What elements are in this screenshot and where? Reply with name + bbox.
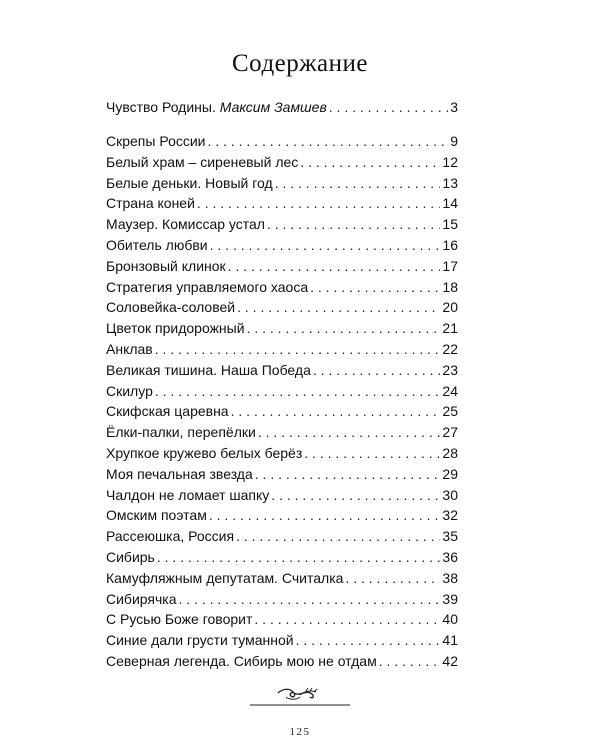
- toc-entry-page: 42: [442, 652, 458, 669]
- toc-entry-author: Максим Замшев: [219, 99, 327, 115]
- leader-dots: [313, 360, 441, 381]
- toc-entry: [106, 339, 458, 360]
- toc-entry-title: Скилур: [106, 382, 153, 399]
- toc-entry: [106, 505, 458, 526]
- toc-entry: [106, 297, 458, 318]
- toc-entry-title: Скифская царевна: [106, 403, 229, 420]
- toc-entry: [106, 609, 458, 630]
- toc-entry-title: Моя печальная звезда: [106, 465, 253, 482]
- toc-entry-page: 40: [442, 611, 458, 628]
- toc-entry-page: 29: [442, 465, 458, 482]
- toc-entry-title: Рассеюшка, Россия: [106, 528, 235, 545]
- toc-entry-page: 22: [442, 340, 458, 357]
- leader-dots: [179, 589, 441, 610]
- toc-entry-page: 12: [442, 153, 458, 170]
- toc-entry: [106, 173, 458, 194]
- leader-dots: [310, 277, 440, 298]
- toc-entry: [106, 547, 458, 568]
- toc-entry: [106, 589, 458, 610]
- toc-entry: [106, 235, 458, 256]
- leader-dots: [254, 609, 440, 630]
- toc-entry-page: 23: [442, 361, 458, 378]
- leader-dots: [329, 97, 448, 118]
- toc-entry-page: 20: [442, 299, 458, 316]
- toc-entry-title: С Русью Боже говорит: [106, 611, 253, 628]
- toc-entry-title: Хрупкое кружево белых берёз: [106, 444, 303, 461]
- leader-dots: [345, 568, 440, 589]
- toc-entry-page: 21: [442, 320, 458, 337]
- toc-list: [106, 131, 458, 672]
- toc-entry-page: 13: [442, 174, 458, 191]
- leader-dots: [210, 235, 441, 256]
- toc-entry-title: Белые деньки. Новый год: [106, 174, 273, 191]
- leader-dots: [155, 339, 441, 360]
- leader-dots: [296, 630, 441, 651]
- toc-entry-title: Камуфляжным депутатам. Считалка: [106, 569, 344, 586]
- toc-entry: [106, 422, 458, 443]
- toc-entry: [106, 256, 458, 277]
- toc-entry-title: Белый храм – сиреневый лес: [106, 153, 299, 170]
- leader-dots: [258, 422, 441, 443]
- toc-entry-title: Соловейка-соловей: [106, 299, 236, 316]
- leader-dots: [247, 318, 441, 339]
- page-title: Содержание: [232, 50, 368, 77]
- leader-dots: [300, 152, 440, 173]
- toc-entry-page: 9: [450, 133, 458, 149]
- toc-entry-page: 27: [442, 424, 458, 441]
- leader-dots: [267, 214, 440, 235]
- leader-dots: [275, 173, 441, 194]
- toc-entry-title: Сибирь: [106, 548, 155, 565]
- toc-entry: [106, 318, 458, 339]
- leader-dots: [237, 297, 440, 318]
- leader-dots: [304, 443, 440, 464]
- toc-entry-page: 25: [442, 403, 458, 420]
- toc-entry-page: 35: [442, 528, 458, 545]
- toc-entry-page: 16: [442, 236, 458, 253]
- toc-entry-title: Омским поэтам: [106, 507, 207, 524]
- toc-entry: [106, 214, 458, 235]
- toc-entry-intro: [106, 97, 458, 118]
- leader-dots: [271, 485, 440, 506]
- toc-entry-page: 39: [442, 590, 458, 607]
- leader-dots: [379, 651, 441, 672]
- toc-entry: [106, 360, 458, 381]
- toc-entry: [106, 568, 458, 589]
- toc-entry-title: Синие дали грусти туманной: [106, 632, 294, 649]
- toc-entry: [106, 526, 458, 547]
- flourish-ornament-icon: [250, 685, 350, 711]
- leader-dots: [236, 526, 440, 547]
- leader-dots: [155, 381, 441, 402]
- toc-entry-title: Скрепы России: [106, 133, 206, 149]
- toc-entry-title: Страна коней: [106, 195, 195, 212]
- toc-entry: [106, 401, 458, 422]
- toc-entry-page: 18: [442, 278, 458, 295]
- toc-entry: [106, 464, 458, 485]
- toc-entry-title: Бронзовый клинок: [106, 257, 226, 274]
- toc-entry-page: 30: [442, 486, 458, 503]
- toc-entry-title: Анклав: [106, 340, 153, 357]
- toc-entry-page: 3: [450, 99, 458, 115]
- page-number: 125: [289, 726, 311, 738]
- toc-entry-title: Цветок придорожный: [106, 320, 245, 337]
- toc-entry-page: 14: [442, 195, 458, 212]
- toc-entry: [106, 131, 458, 152]
- leader-dots: [255, 464, 441, 485]
- toc-entry-title: Сибирячка: [106, 590, 177, 607]
- toc-entry: [106, 651, 458, 672]
- toc-entry-page: 36: [442, 548, 458, 565]
- leader-dots: [228, 256, 441, 277]
- toc-entry: [106, 381, 458, 402]
- toc-entry-title: Чалдон не ломает шапку: [106, 486, 270, 503]
- toc-entry-page: 41: [442, 632, 458, 649]
- toc-entry-label: [106, 97, 327, 118]
- toc-entry: [106, 443, 458, 464]
- leader-dots: [209, 505, 441, 526]
- toc-entry: [106, 193, 458, 214]
- toc-entry: [106, 485, 458, 506]
- leader-dots: [231, 401, 441, 422]
- toc-entry-page: 24: [442, 382, 458, 399]
- toc-entry: [106, 277, 458, 298]
- toc-entry-page: 28: [442, 444, 458, 461]
- toc-entry-title: Чувство Родины.: [106, 99, 220, 115]
- toc-entry-title: Стратегия управляемого хаоса: [106, 278, 309, 295]
- toc-entry-title: Маузер. Комиссар устал: [106, 216, 265, 233]
- toc-entry-title: Северная легенда. Сибирь мою не отдам: [106, 652, 377, 669]
- toc-entry-title: Ёлки-палки, перепёлки: [106, 424, 256, 441]
- leader-dots: [197, 193, 441, 214]
- toc-entry-page: 15: [442, 216, 458, 233]
- toc-intro: [106, 97, 458, 118]
- toc-entry-title: Великая тишина. Наша Победа: [106, 361, 311, 378]
- toc-entry: [106, 152, 458, 173]
- toc-entry-title: Обитель любви: [106, 236, 208, 253]
- toc-entry-page: 38: [442, 569, 458, 586]
- toc-entry: [106, 630, 458, 651]
- toc-entry-page: 32: [442, 507, 458, 524]
- toc-entry-page: 17: [442, 257, 458, 274]
- leader-dots: [157, 547, 441, 568]
- leader-dots: [208, 131, 449, 152]
